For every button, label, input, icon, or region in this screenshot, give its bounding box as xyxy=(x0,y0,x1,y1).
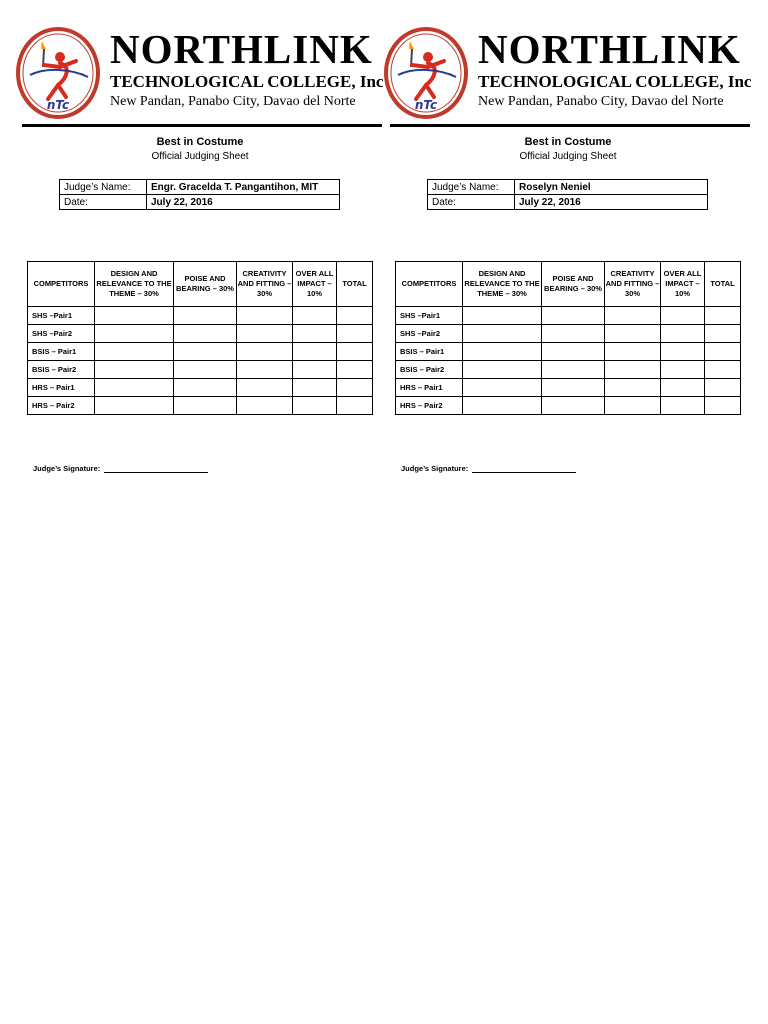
score-cell[interactable] xyxy=(605,307,661,325)
judge-info-table xyxy=(427,179,708,210)
column-header: DESIGN AND RELEVANCE TO THE THEME – 30% xyxy=(95,262,174,307)
score-cell[interactable] xyxy=(293,397,337,415)
competitor-cell: BSIS – Pair1 xyxy=(28,343,95,361)
date-value: July 22, 2016 xyxy=(147,195,340,210)
competitor-cell: HRS – Pair1 xyxy=(396,379,463,397)
competitor-cell: SHS –Pair2 xyxy=(396,325,463,343)
score-cell[interactable] xyxy=(542,325,605,343)
competitor-cell: SHS –Pair1 xyxy=(28,307,95,325)
school-name: NORTHLINK xyxy=(478,26,741,72)
score-cell[interactable] xyxy=(542,361,605,379)
score-cell[interactable] xyxy=(605,343,661,361)
table-header-row xyxy=(396,262,741,307)
score-cell[interactable] xyxy=(463,343,542,361)
table-row xyxy=(28,343,373,361)
signature-field[interactable] xyxy=(472,464,576,473)
score-cell[interactable] xyxy=(463,325,542,343)
column-header: POISE AND BEARING – 30% xyxy=(174,262,237,307)
column-header: CREATIVITY AND FITTING – 30% xyxy=(605,262,661,307)
score-cell[interactable] xyxy=(661,343,705,361)
sheet-subtitle: Official Judging Sheet xyxy=(151,151,249,162)
score-cell[interactable] xyxy=(95,397,174,415)
table-row xyxy=(396,307,741,325)
judge-info-table xyxy=(59,179,340,210)
table-row xyxy=(396,361,741,379)
sheet-title: Best in Costume xyxy=(524,136,612,148)
judge-name-label: Judge’s Name: xyxy=(428,180,515,195)
score-cell[interactable] xyxy=(237,379,293,397)
total-cell[interactable] xyxy=(705,307,741,325)
judge-name-label: Judge’s Name: xyxy=(60,180,147,195)
column-header: DESIGN AND RELEVANCE TO THE THEME – 30% xyxy=(463,262,542,307)
logo-text: nTc xyxy=(46,98,70,112)
score-cell[interactable] xyxy=(661,361,705,379)
score-cell[interactable] xyxy=(95,307,174,325)
column-header: COMPETITORS xyxy=(396,262,463,307)
competitor-cell: BSIS – Pair2 xyxy=(28,361,95,379)
score-cell[interactable] xyxy=(174,379,237,397)
school-address: New Pandan, Panabo City, Davao del Norte xyxy=(110,94,356,109)
score-cell[interactable] xyxy=(237,343,293,361)
score-cell[interactable] xyxy=(661,379,705,397)
date-label: Date: xyxy=(428,195,515,210)
score-cell[interactable] xyxy=(174,343,237,361)
date-value: July 22, 2016 xyxy=(515,195,708,210)
total-cell[interactable] xyxy=(705,343,741,361)
column-header: CREATIVITY AND FITTING – 30% xyxy=(237,262,293,307)
score-cell[interactable] xyxy=(237,361,293,379)
column-header: OVER ALL IMPACT – 10% xyxy=(293,262,337,307)
total-cell[interactable] xyxy=(705,325,741,343)
score-cell[interactable] xyxy=(605,379,661,397)
score-cell[interactable] xyxy=(463,379,542,397)
school-name: NORTHLINK xyxy=(110,26,373,72)
school-address: New Pandan, Panabo City, Davao del Norte xyxy=(478,94,724,109)
total-cell[interactable] xyxy=(705,361,741,379)
sheet-subtitle: Official Judging Sheet xyxy=(519,151,617,162)
signature-line xyxy=(401,464,576,473)
school-subtitle: TECHNOLOGICAL COLLEGE, Inc xyxy=(478,72,752,91)
score-cell[interactable] xyxy=(463,397,542,415)
table-row xyxy=(396,325,741,343)
score-cell[interactable] xyxy=(95,379,174,397)
score-cell[interactable] xyxy=(463,307,542,325)
table-row xyxy=(28,397,373,415)
score-cell[interactable] xyxy=(542,343,605,361)
score-cell[interactable] xyxy=(293,343,337,361)
score-cell[interactable] xyxy=(542,397,605,415)
score-cell[interactable] xyxy=(174,361,237,379)
table-row xyxy=(28,325,373,343)
signature-line xyxy=(33,464,208,473)
scoring-table xyxy=(395,261,741,415)
column-header: POISE AND BEARING – 30% xyxy=(542,262,605,307)
column-header: TOTAL xyxy=(337,262,373,307)
judge-name-value: Roselyn Neniel xyxy=(515,180,708,195)
college-logo xyxy=(16,27,100,119)
score-cell[interactable] xyxy=(174,307,237,325)
signature-field[interactable] xyxy=(104,464,208,473)
score-cell[interactable] xyxy=(174,397,237,415)
judging-sheet-1 xyxy=(0,0,384,500)
header-rule xyxy=(22,124,382,127)
score-cell[interactable] xyxy=(293,325,337,343)
signature-label: Judge’s Signature: xyxy=(33,464,103,473)
signature-label: Judge’s Signature: xyxy=(401,464,471,473)
score-cell[interactable] xyxy=(237,307,293,325)
competitor-cell: HRS – Pair2 xyxy=(28,397,95,415)
total-cell[interactable] xyxy=(705,397,741,415)
score-cell[interactable] xyxy=(174,325,237,343)
score-cell[interactable] xyxy=(463,361,542,379)
score-cell[interactable] xyxy=(293,379,337,397)
score-cell[interactable] xyxy=(293,307,337,325)
competitor-cell: HRS – Pair2 xyxy=(396,397,463,415)
date-label: Date: xyxy=(60,195,147,210)
score-cell[interactable] xyxy=(661,397,705,415)
logo-text: nTc xyxy=(414,98,438,112)
table-row xyxy=(28,361,373,379)
score-cell[interactable] xyxy=(542,379,605,397)
score-cell[interactable] xyxy=(293,361,337,379)
table-row xyxy=(396,379,741,397)
competitor-cell: SHS –Pair1 xyxy=(396,307,463,325)
score-cell[interactable] xyxy=(95,343,174,361)
school-header xyxy=(478,26,752,111)
column-header: OVER ALL IMPACT – 10% xyxy=(661,262,705,307)
competitor-cell: SHS –Pair2 xyxy=(28,325,95,343)
school-subtitle: TECHNOLOGICAL COLLEGE, Inc xyxy=(110,72,384,91)
table-row xyxy=(396,343,741,361)
score-cell[interactable] xyxy=(237,397,293,415)
score-cell[interactable] xyxy=(237,325,293,343)
competitor-cell: BSIS – Pair2 xyxy=(396,361,463,379)
score-cell[interactable] xyxy=(605,325,661,343)
table-row xyxy=(28,307,373,325)
score-cell[interactable] xyxy=(605,397,661,415)
judge-name-value: Engr. Gracelda T. Pangantihon, MIT xyxy=(147,180,340,195)
column-header: TOTAL xyxy=(705,262,741,307)
sheet-title: Best in Costume xyxy=(156,136,244,148)
column-header: COMPETITORS xyxy=(28,262,95,307)
college-logo xyxy=(384,27,468,119)
score-cell[interactable] xyxy=(661,325,705,343)
scoring-table xyxy=(27,261,373,415)
score-cell[interactable] xyxy=(661,307,705,325)
table-row xyxy=(28,379,373,397)
score-cell[interactable] xyxy=(95,361,174,379)
competitor-cell: HRS – Pair1 xyxy=(28,379,95,397)
table-row xyxy=(396,397,741,415)
score-cell[interactable] xyxy=(95,325,174,343)
judging-sheet-2 xyxy=(368,0,752,500)
total-cell[interactable] xyxy=(705,379,741,397)
school-header xyxy=(110,26,384,111)
score-cell[interactable] xyxy=(605,361,661,379)
header-rule xyxy=(390,124,750,127)
score-cell[interactable] xyxy=(542,307,605,325)
table-header-row xyxy=(28,262,373,307)
competitor-cell: BSIS – Pair1 xyxy=(396,343,463,361)
